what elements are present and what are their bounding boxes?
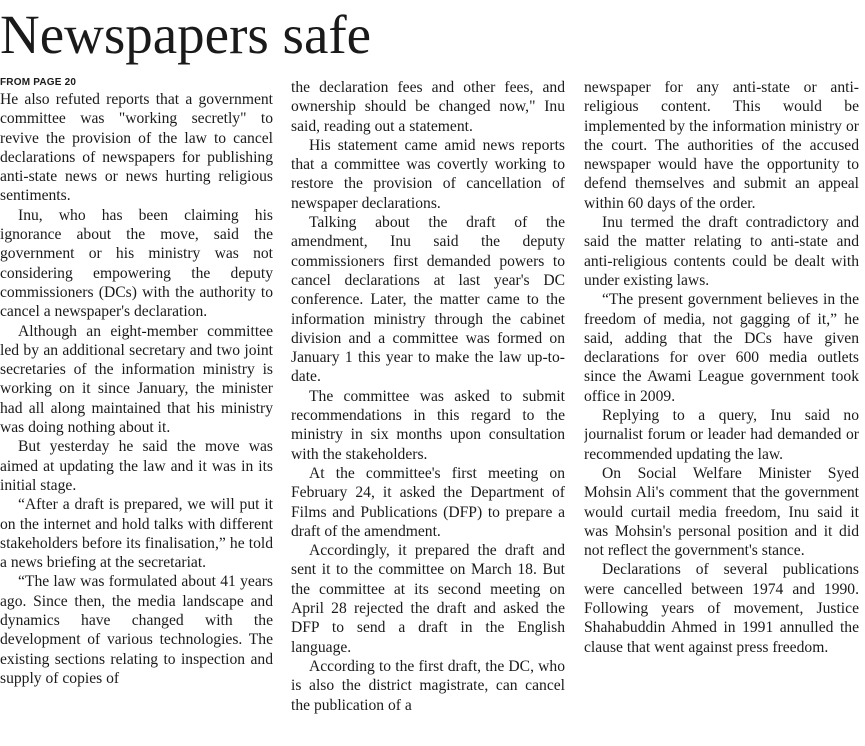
paragraph: On Social Welfare Minister Syed Mohsin Ali's comment that the government would curtail media freedom, Inu said it was Mohsin's personal position and it did not reflect the government's stance. bbox=[584, 464, 859, 560]
paragraph: At the committee's first meeting on February 24, it asked the Department of Films and Publications (DFP) to prepare a draft of the amendment. bbox=[291, 464, 565, 540]
paragraph: Accordingly, it prepared the draft and sent it to the committee on March 18. But the committee at its second meeting on April 28 rejected the draft and asked the DFP to send a draft in the English language. bbox=[291, 542, 565, 656]
article-column-1 bbox=[0, 76, 273, 742]
article-column-3 bbox=[584, 78, 859, 744]
paragraph: Inu termed the draft contradictory and said the matter relating to anti-state and anti-religious contents could be dealt with under existing laws. bbox=[584, 214, 859, 289]
paragraph: Although an eight-member committee led by an additional secretary and two joint secretaries of the information ministry is working on it since January, the minister had all along maintained that his ministry was doing nothing about it. bbox=[0, 322, 273, 437]
paragraph: “The law was formulated about 41 years ago. Since then, the media landscape and dynamics have changed with the development of various technologies. The existing sections relating to inspection and supply of copies of bbox=[0, 573, 273, 687]
paragraph: He also refuted reports that a government committee was "working secretly" to revive the provision of the law to cancel declarations of newspapers for publishing anti-state news or news hurting religious sentiments. bbox=[0, 91, 273, 205]
paragraph: Declarations of several publications were cancelled between 1974 and 1990. Following years of movement, Justice Shahabuddin Ahmed in 1991 annulled the clause that went against press freedom. bbox=[584, 561, 859, 656]
paragraph: Replying to a query, Inu said no journalist forum or leader had demanded or recommended updating the law. bbox=[584, 407, 859, 463]
headline: Newspapers safe bbox=[0, 4, 372, 65]
paragraph: “After a draft is prepared, we will put it on the internet and hold talks with different stakeholders before its finalisation,” he told a news briefing at the secretariat. bbox=[0, 496, 273, 572]
paragraph: newspaper for any anti-state or anti-religious content. This would be implemented by the information ministry or the court. The authorities of the accused newspaper would have the opportunity to defend themselves and submit an appeal within 60 days of the order. bbox=[584, 79, 859, 212]
paragraph: Talking about the draft of the amendment, Inu said the deputy commissioners first demanded powers to cancel declarations at last year's DC conference. Later, the matter came to the information ministry through the cabinet division and a committee was formed on January 1 this year to make the law up-to-date. bbox=[291, 214, 565, 386]
article-column-2 bbox=[291, 78, 565, 744]
paragraph: The committee was asked to submit recommendations in this regard to the ministry in six months upon consultation with the stakeholders. bbox=[291, 387, 565, 463]
paragraph: But yesterday he said the move was aimed at updating the law and it was in its initial stage. bbox=[0, 438, 273, 494]
continuation-kicker: FROM PAGE 20 bbox=[0, 77, 77, 88]
paragraph: His statement came amid news reports that a committee was covertly working to restore the provision of cancellation of newspaper declarations. bbox=[291, 136, 565, 212]
paragraph: According to the first draft, the DC, who is also the district magistrate, can cancel the publication of a bbox=[291, 657, 565, 714]
paragraph: “The present government believes in the freedom of media, not gagging of it,” he said, adding that the DCs have given declarations for over 600 media outlets since the Awami League government took office in 2009. bbox=[584, 291, 859, 405]
paragraph: the declaration fees and other fees, and ownership should be changed now," Inu said, reading out a statement. bbox=[291, 79, 565, 135]
paragraph: Inu, who has been claiming his ignorance about the move, said the government or his ministry was not considering empowering the deputy commissioners (DCs) with the authority to cancel a newspaper's declaration. bbox=[0, 206, 273, 321]
